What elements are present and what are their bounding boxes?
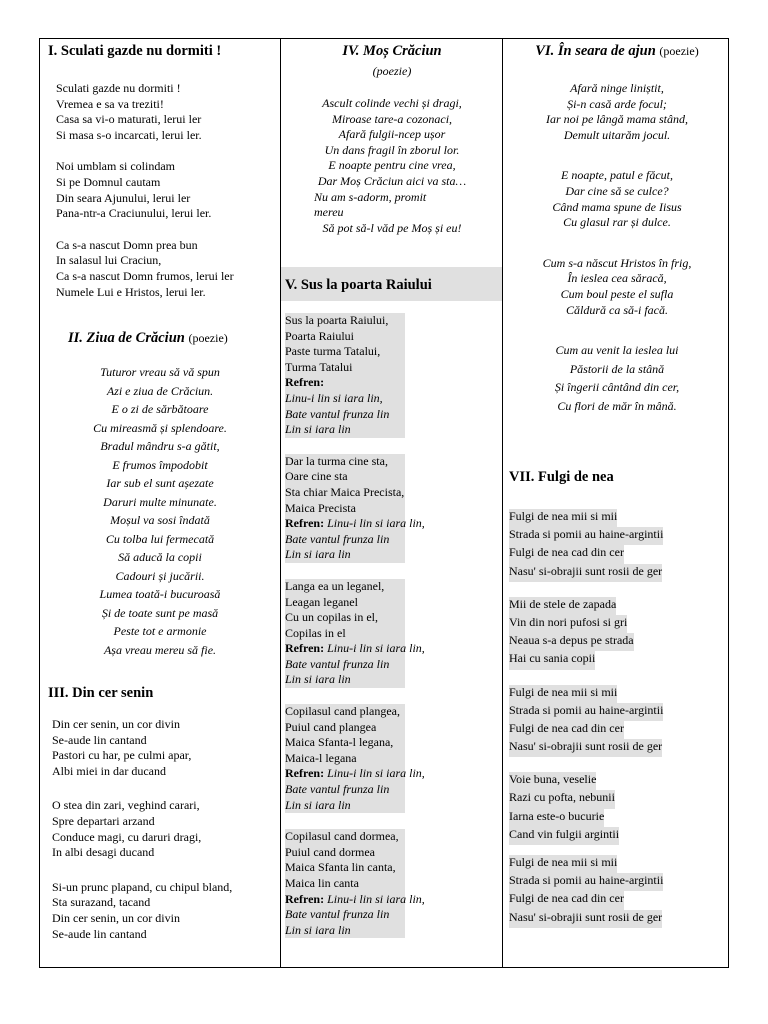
- refrain-line: Linu-i lin si iara lin,: [327, 891, 425, 906]
- poem-line: Demult uitarăm jocul.: [563, 127, 671, 142]
- song-line: Cu un copilas in el,: [285, 610, 405, 626]
- song-line: Sculati gazde nu dormiti !: [56, 81, 181, 95]
- song-line: Maica Precista: [285, 501, 405, 517]
- song-line: Si masa s-o incarcati, lerui ler.: [56, 127, 202, 142]
- poem-line: Lumea toată-i bucuroasă: [99, 587, 221, 601]
- refrain-line: Bate vantul frunza lin: [285, 657, 405, 673]
- poem-line: Când mama spune de Iisus: [552, 199, 682, 214]
- song-line: Leagan leganel: [285, 595, 405, 611]
- song-line: Strada si pomii au haine-argintii: [509, 527, 663, 545]
- poem-line: Și-n casă arde focul;: [567, 96, 667, 111]
- song-line: O stea din zari, veghind carari,: [52, 798, 200, 813]
- poem-line: Și de toate sunt pe masă: [101, 605, 219, 620]
- poem-line: Cu mireasmă și splendoare.: [93, 420, 227, 435]
- refrain-line: Lin si iara lin: [285, 798, 405, 814]
- song-line: Fulgi de nea cad din cer: [509, 545, 624, 563]
- song-line: In albi desagi ducand: [52, 845, 155, 860]
- song-line: Maica Sfanta lin canta,: [285, 860, 405, 876]
- song-line: Albi miei in dar ducand: [52, 763, 166, 778]
- refrain-line: Bate vantul frunza lin: [285, 532, 405, 548]
- poem-line: Căldură ca să-i facă.: [566, 302, 668, 317]
- song-line: Maica Sfanta-l legana,: [285, 735, 405, 751]
- song-line: Casa sa vi-o maturati, lerui ler: [56, 112, 202, 127]
- poem-line: Afară ninge liniștit,: [570, 81, 664, 95]
- column-1: [40, 39, 280, 967]
- refrain-label: Refren:: [285, 516, 325, 531]
- refrain-inline-line: [285, 766, 425, 782]
- song-line: Fulgi de nea mii si mii: [509, 509, 617, 527]
- poem-6-suffix: (poezie): [659, 44, 699, 58]
- refrain-line: Lin si iara lin: [285, 547, 405, 563]
- song-line: Cand vin fulgii argintii: [509, 827, 619, 845]
- song-line: Turma Tatalui: [285, 360, 405, 376]
- song-7-text: [509, 509, 663, 928]
- poem-line: Nu am s-adorm, promit: [314, 189, 427, 204]
- refrain-line: Lin si iara lin: [285, 672, 405, 688]
- song-line: Conduce magi, cu daruri dragi,: [52, 829, 202, 844]
- refrain-line: Lin si iara lin: [285, 923, 405, 939]
- refrain-inline-line: [285, 516, 425, 532]
- poem-line: Cadouri și jucării.: [115, 568, 205, 583]
- poem-line: E frumos împodobit: [112, 457, 208, 472]
- song-3-text: [52, 717, 232, 958]
- songbook-page: [39, 38, 729, 968]
- poem-line: E noapte, patul e făcut,: [561, 168, 673, 183]
- poem-line: Cu glasul rar și dulce.: [563, 215, 671, 230]
- refrain-label: Refren:: [285, 891, 325, 906]
- refrain-inline-line: [285, 891, 425, 908]
- song-line: Vin din nori pufosi si gri: [509, 615, 627, 633]
- poem-line: Tuturor vreau să vă spun: [100, 365, 220, 379]
- song-3-title: III. Din cer senin: [48, 685, 154, 701]
- poem-line: Să aducă la copii: [118, 550, 202, 564]
- poem-line: Dar Moș Crăciun aici va sta…: [317, 173, 467, 188]
- song-line: Din seara Ajunului, lerui ler: [56, 190, 191, 205]
- poem-line: Iar noi pe lângă mama stând,: [546, 112, 688, 127]
- song-line: Puiul cand dormea: [285, 845, 405, 861]
- refrain-label: Refren:: [285, 766, 325, 781]
- poem-2-suffix: (poezie): [188, 331, 228, 345]
- poem-line: Cum au venit la ieslea lui: [555, 343, 679, 358]
- poem-line: mereu: [314, 205, 344, 220]
- song-line: Nasu' si-obrajii sunt rosii de ger: [509, 910, 662, 928]
- poem-line: Păstorii de la stână: [569, 361, 665, 376]
- poem-line: Bradul mândru s-a gătit,: [100, 439, 220, 453]
- song-line: Hai cu sania copii: [509, 651, 595, 669]
- poem-line: E o zi de sărbătoare: [111, 402, 209, 416]
- song-line: Copilasul cand plangea,: [285, 704, 405, 720]
- refrain-inline-line: [285, 641, 425, 657]
- song-5-text: [285, 313, 425, 938]
- refrain-line: Lin si iara lin: [285, 422, 405, 438]
- song-line: Se-aude lin cantand: [52, 732, 147, 747]
- refrain-label: Refren:: [285, 375, 405, 391]
- poem-4-title: IV. Moș Crăciun: [342, 43, 442, 59]
- song-line: Oare cine sta: [285, 469, 405, 485]
- song-line: Sta surazand, tacand: [52, 895, 151, 910]
- song-line: Din cer senin, un cor divin: [52, 717, 180, 731]
- song-line: Vremea e sa va treziti!: [56, 96, 164, 111]
- song-line: Pana-ntr-a Craciunului, lerui ler.: [56, 206, 212, 221]
- song-line: Mii de stele de zapada: [509, 597, 616, 615]
- song-line: Copilasul cand dormea,: [285, 829, 405, 845]
- poem-2-title-text: II. Ziua de Crăciun: [68, 330, 185, 346]
- song-line: Ca s-a nascut Domn prea bun: [56, 237, 198, 252]
- poem-line: Dar cine să se culce?: [565, 183, 669, 198]
- song-5-title: V. Sus la poarta Raiului: [285, 277, 432, 293]
- poem-4-text: [281, 96, 503, 236]
- poem-line: Să pot să-l văd pe Moș și eu!: [322, 220, 462, 235]
- song-line: Dar la turma cine sta,: [285, 454, 405, 470]
- song-1-text: [56, 81, 234, 316]
- poem-line: E noapte pentru cine vrea,: [328, 158, 456, 173]
- poem-line: Cum boul peste el sufla: [560, 286, 674, 301]
- poem-6-text: [503, 81, 731, 417]
- song-line: In salasul lui Craciun,: [56, 253, 162, 268]
- poem-4-subtitle: (poezie): [372, 64, 412, 78]
- poem-line: Și îngerii cântând din cer,: [554, 380, 680, 395]
- song-line: Razi cu pofta, nebunii: [509, 790, 615, 808]
- song-7-title: VII. Fulgi de nea: [509, 469, 614, 485]
- poem-line: Cu flori de măr în mână.: [557, 398, 677, 413]
- song-line: Strada si pomii au haine-argintii: [509, 873, 663, 891]
- poem-6-title: [503, 43, 731, 60]
- poem-line: Așa vreau mereu să fie.: [103, 642, 217, 657]
- song-line: Din cer senin, un cor divin: [52, 910, 180, 925]
- poem-line: Azi e ziua de Crăciun.: [106, 383, 214, 398]
- refrain-label: Refren:: [285, 641, 325, 656]
- poem-line: În ieslea cea săracă,: [567, 271, 667, 286]
- song-line: Maica lin canta: [285, 876, 405, 892]
- song-line: Copilas in el: [285, 626, 405, 642]
- poem-2-title: [68, 330, 228, 347]
- poem-line: Daruri multe minunate.: [103, 494, 217, 509]
- refrain-line: Bate vantul frunza lin: [285, 907, 405, 923]
- refrain-line: Linu-i lin si iara lin,: [327, 641, 425, 656]
- poem-line: Cu tolba lui fermecată: [105, 531, 215, 546]
- song-line: Fulgi de nea mii si mii: [509, 855, 617, 873]
- poem-line: Miroase tare-a cozonaci,: [331, 111, 453, 126]
- song-line: Numele Lui e Hristos, lerui ler.: [56, 284, 206, 299]
- column-2: [280, 39, 503, 967]
- poem-6-title-text: VI. În seara de ajun: [535, 43, 656, 59]
- song-line: Si pe Domnul cautam: [56, 174, 161, 189]
- song-line: Sus la poarta Raiului,: [285, 313, 405, 329]
- song-line: Noi umblam si colindam: [56, 159, 175, 174]
- refrain-line: Linu-i lin si iara lin,: [327, 516, 425, 531]
- column-3: [502, 39, 731, 967]
- poem-line: Ascult colinde vechi și dragi,: [322, 96, 462, 110]
- song-line: Pastori cu har, pe culmi apar,: [52, 748, 192, 763]
- refrain-line: Linu-i lin si iara lin,: [285, 391, 405, 407]
- poem-line: Moșul va sosi îndată: [110, 513, 210, 527]
- poem-line: Peste tot e armonie: [113, 624, 207, 638]
- song-line: Sta chiar Maica Precista,: [285, 484, 405, 499]
- poem-line: Afară fulgii-ncep ușor: [338, 127, 446, 142]
- song-line: Voie buna, veselie: [509, 772, 596, 790]
- song-line: Nasu' si-obrajii sunt rosii de ger: [509, 564, 662, 582]
- song-line: Neaua s-a depus pe strada: [509, 633, 634, 651]
- song-line: Ca s-a nascut Domn frumos, lerui ler: [56, 268, 234, 283]
- poem-line: Iar sub el sunt așezate: [106, 476, 214, 490]
- refrain-line: Linu-i lin si iara lin,: [327, 766, 425, 781]
- song-line: Fulgi de nea cad din cer: [509, 721, 624, 739]
- poem-line: Un dans fragil în zborul lor.: [324, 142, 460, 157]
- song-line: Nasu' si-obrajii sunt rosii de ger: [509, 739, 662, 757]
- refrain-line: Bate vantul frunza lin: [285, 782, 405, 798]
- refrain-line: Bate vantul frunza lin: [285, 407, 405, 423]
- song-line: Strada si pomii au haine-argintii: [509, 703, 663, 721]
- song-line: Maica-l legana: [285, 751, 405, 767]
- song-line: Langa ea un leganel,: [285, 579, 405, 595]
- song-line: Paste turma Tatalui,: [285, 344, 405, 360]
- song-line: Iarna este-o bucurie: [509, 809, 604, 827]
- song-1-title: I. Sculati gazde nu dormiti !: [48, 43, 222, 59]
- song-line: Se-aude lin cantand: [52, 926, 147, 941]
- song-line: Puiul cand plangea: [285, 720, 405, 736]
- song-line: Si-un prunc plapand, cu chipul bland,: [52, 879, 233, 894]
- song-line: Fulgi de nea mii si mii: [509, 685, 617, 703]
- song-line: Poarta Raiului: [285, 329, 405, 345]
- poem-line: Cum s-a născut Hristos în frig,: [542, 255, 692, 270]
- song-line: Spre departari arzand: [52, 813, 155, 828]
- poem-2-text: [40, 363, 280, 659]
- song-line: Fulgi de nea cad din cer: [509, 891, 624, 909]
